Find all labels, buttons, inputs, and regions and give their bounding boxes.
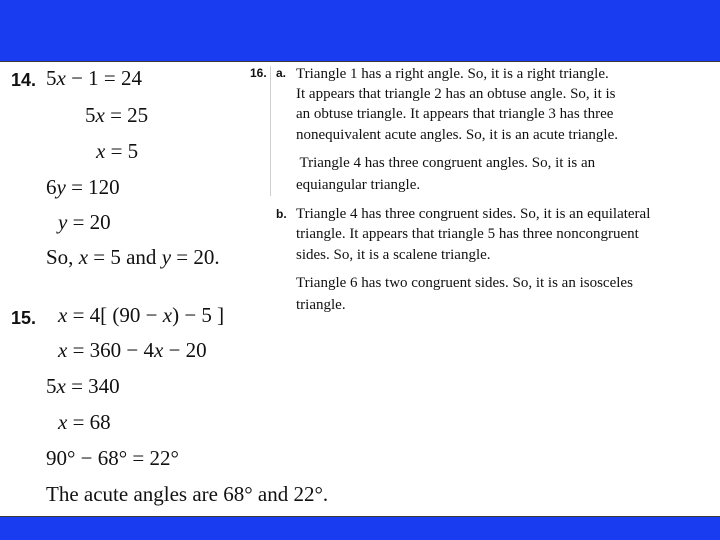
equation-line: 5x = 25 [85, 103, 149, 127]
equation-line: y = 20 [58, 210, 111, 234]
equation-line: x = 68 [58, 410, 111, 434]
top-banner [0, 0, 720, 61]
column-divider [270, 66, 271, 196]
part-b-label: b. [276, 207, 287, 221]
equation-line: 6y = 120 [46, 175, 120, 199]
part-b-text-line: sides. So, it is a scalene triangle. [296, 247, 491, 263]
equation-line: 90° − 68° = 22° [46, 446, 179, 470]
part-a-text-line: an obtuse triangle. It appears that triangle 3 has three [296, 106, 614, 122]
equation-line: So, x = 5 and y = 20. [46, 245, 220, 269]
part-a-text-line: Triangle 1 has a right angle. So, it is a right triangle. [296, 66, 609, 82]
part-a-text-line: equiangular triangle. [296, 177, 421, 193]
part-a-text-line: It appears that triangle 2 has an obtuse angle. So, it is [296, 86, 616, 102]
top-divider [0, 61, 720, 62]
equation-line: 5x − 1 = 24 [46, 66, 143, 90]
equation-line: 5x = 340 [46, 374, 120, 398]
equation-line: The acute angles are 68° and 22°. [46, 482, 329, 506]
problem-15-number: 15. [11, 308, 37, 328]
equation-line: x = 4[ (90 − x) − 5 ] [58, 303, 225, 327]
part-a-text-line: Triangle 4 has three congruent angles. So, it is an [296, 155, 596, 171]
problem-14-number: 14. [11, 70, 37, 90]
equation-line: x = 360 − 4x − 20 [58, 338, 207, 362]
part-b-text-line: Triangle 4 has three congruent sides. So, it is an equilateral [296, 206, 651, 222]
bottom-banner [0, 517, 720, 540]
part-b-text-line: Triangle 6 has two congruent sides. So, it is an isosceles [296, 275, 633, 291]
part-a-text-line: nonequivalent acute angles. So, it is an acute triangle. [296, 127, 618, 143]
equation-line: x = 5 [96, 139, 139, 163]
part-b-text-line: triangle. It appears that triangle 5 has three noncongruent [296, 226, 639, 242]
part-b-text-line: triangle. [296, 297, 346, 313]
part-a-label: a. [276, 66, 287, 80]
problem-16-number: 16. [250, 66, 267, 80]
